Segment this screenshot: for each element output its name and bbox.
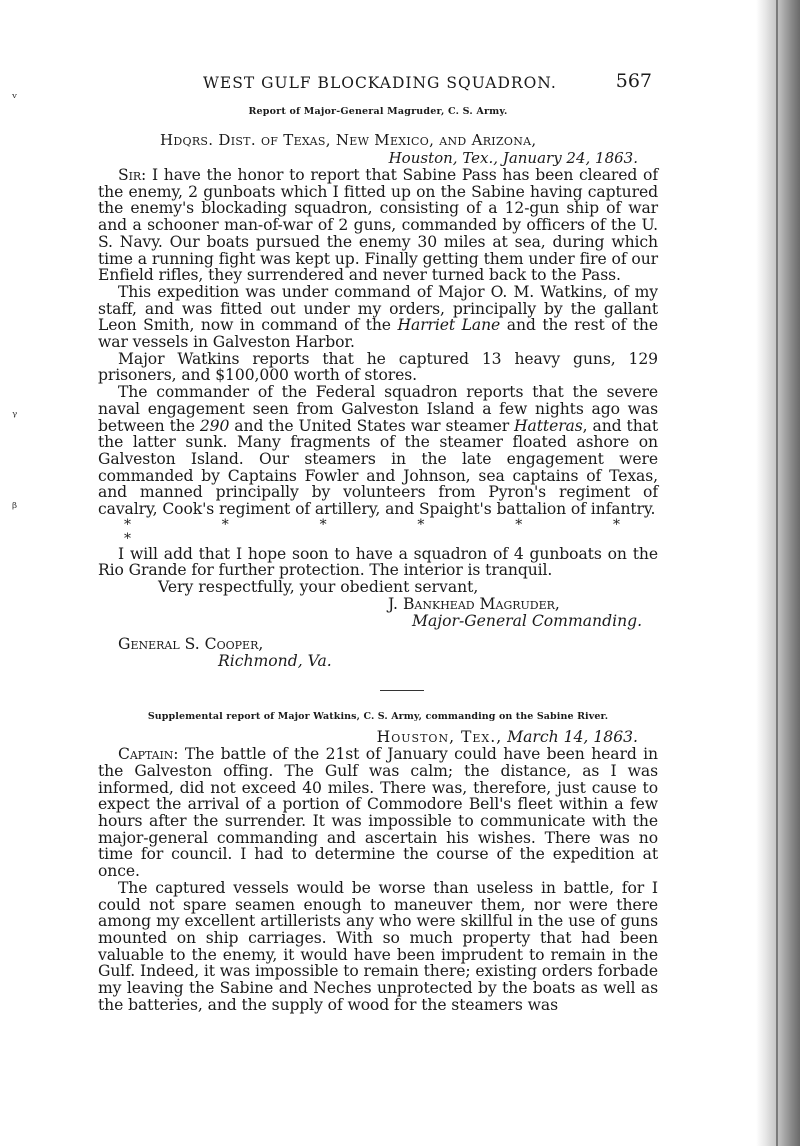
paragraph-text: I have the honor to report that Sabine Pass has been cleared of the enemy, 2 gunboats which I fitted up on the Sabine having captured the enemy's blockading squadron, consisting of a 12-gun ship of war and a schooner man-of-war of 2 guns, commanded by officers of the U. S. Navy. Our boats pursued the enemy 30 miles at sea, during which time a running fight was kept up. Finally getting them under fire of our Enfield rifles, they surrendered and never turned back to the Pass.	[98, 166, 658, 285]
closing-line: Very respectfully, your obedient servant,	[158, 578, 479, 597]
section-divider	[380, 690, 424, 691]
addressee	[98, 636, 658, 670]
running-title: WEST GULF BLOCKADING SQUADRON.	[203, 74, 557, 92]
supplemental-dateline: Houston, Tex., March 14, 1863.	[376, 728, 638, 747]
paragraph-text: The battle of the 21st of January could have been heard in the Galveston offing. The Gulf was calm; the distance, as I was informed, did not exceed 40 miles. There was, therefore, just cause to expect the arrival of a portion of Commodore Bell's fleet within a few hours after the surrender. It was impossible to communicate with the major-general commanding and ascertain his wishes. There was no time for council. I had to determine the course of the expedition at once.	[98, 745, 658, 881]
supplemental-body	[98, 746, 658, 1013]
signature: J. Bankhead Magruder,	[388, 595, 560, 614]
report-heading: Report of Major-General Magruder, C. S. Army.	[248, 106, 508, 117]
addressee-place: Richmond, Va.	[218, 652, 332, 671]
supplemental-heading: Supplemental report of Major Watkins, C. S. Army, commanding on the Sabine River.	[147, 711, 609, 723]
ship-name: Harriet Lane	[397, 316, 501, 335]
paragraph: The commander of the Federal squadron reports that the severe naval engagement seen from Galveston Island a few nights ago was between the 290 and the United States war steamer Hatteras, and that the latter sunk. Many fragments of the steamer floated ashore on Galveston Island. Our steamers in the late engagement were commanded by Captains Fowler and Johnson, sea captains of Texas, and manned principally by volunteers from Pyron's regiment of cavalry, Cook's regiment of artillery, and Spaight's battalion of infantry.	[98, 383, 658, 519]
ellipsis-stars: * * * * * * *	[124, 516, 658, 547]
signature-title: Major-General Commanding.	[412, 612, 643, 631]
paragraph: The captured vessels would be worse than useless in battle, for I could not spare seamen enough to maneuver them, nor were there among my excellent artillerists any who were skillful in the use of guns mounted on ship carriages. With so much property that had been valuable to the enemy, it would have been imprudent to remain in the Gulf. Indeed, it was impossible to remain there; existing orders forbade my leaving the Sabine and Neches unprotected by the boats as well as the batteries, and the supply of wood for the steamers was	[98, 878, 658, 1014]
paragraph: This expedition was under command of Major O. M. Watkins, of my staff, and was fitted out under my orders, principally by the gallant Leon Smith, now in command of the Harriet Lane and the rest of the war vessels in Galveston Harbor.	[98, 282, 659, 352]
ship-name: 290	[199, 416, 230, 435]
paragraph: I will add that I hope soon to have a squadron of 4 gunboats on the Rio Grande for further protection. The interior is tranquil.	[98, 544, 658, 580]
paragraph	[98, 746, 658, 880]
letter-body	[98, 167, 658, 579]
scan-binding-line	[776, 0, 778, 1146]
ship-name: Hatteras	[514, 416, 583, 435]
margin-mark: ᵦ	[12, 496, 18, 512]
headquarters-line: Hdqrs. Dist. of Texas, New Mexico, and Arizona,	[160, 131, 537, 149]
salutation: Sir:	[118, 166, 147, 184]
closing	[98, 579, 658, 630]
running-head	[98, 70, 658, 100]
salutation: Captain:	[118, 745, 179, 764]
dateline: Houston, Tex., January 24, 1863.	[388, 149, 638, 167]
page-number: 567	[615, 70, 652, 92]
margin-mark: ᵧ	[12, 404, 18, 420]
paragraph: Major Watkins reports that he captured 13 heavy guns, 129 prisoners, and $100,000 worth of stores.	[98, 349, 658, 385]
paragraph	[98, 167, 658, 284]
addressee-name: General S. Cooper,	[118, 635, 264, 654]
scan-page-edge	[756, 0, 800, 1146]
margin-mark: ᵥ	[12, 86, 18, 102]
document-page	[98, 70, 658, 1013]
